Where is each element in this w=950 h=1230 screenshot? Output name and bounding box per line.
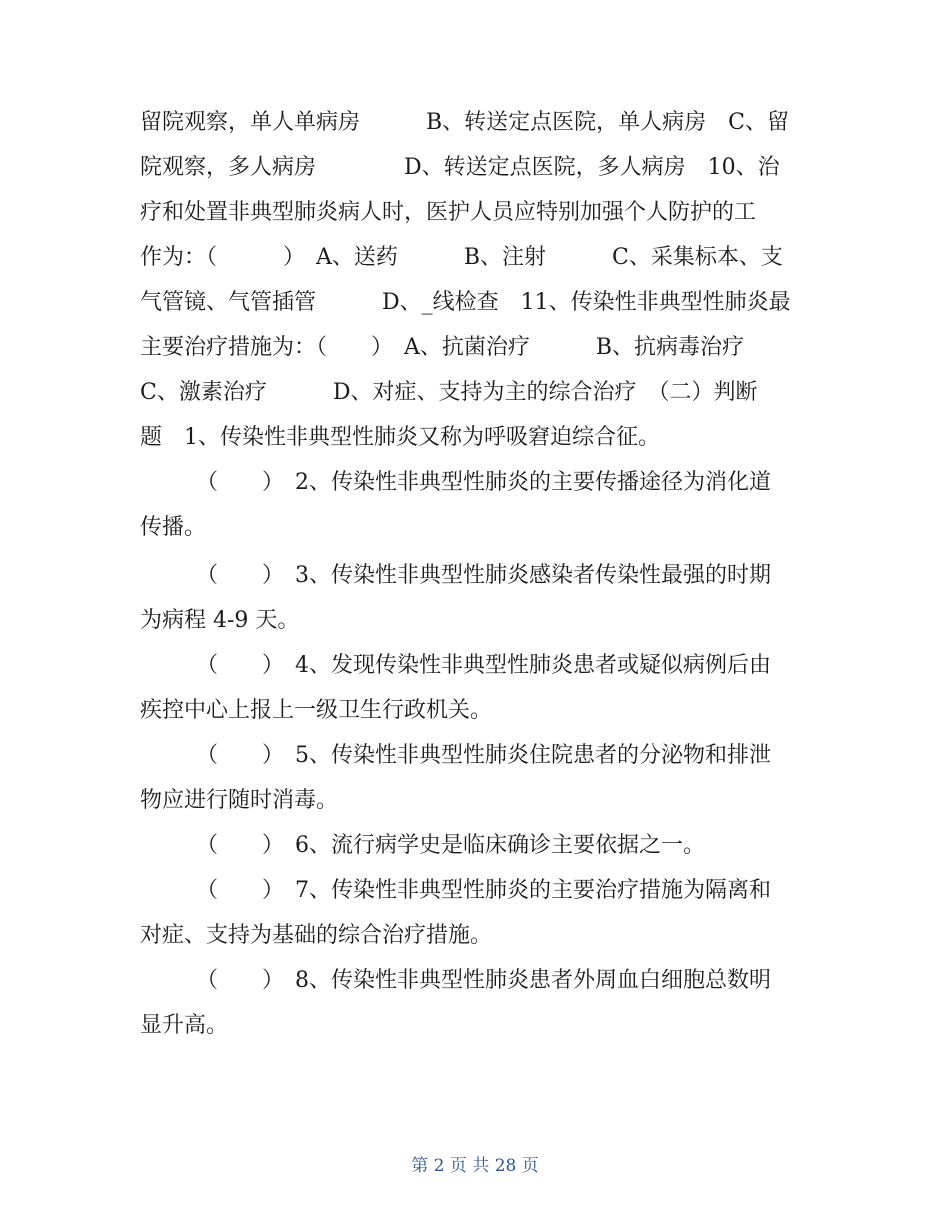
text-line: 院观察，多人病房 D、转送定点医院，多人病房 10、治: [140, 155, 780, 180]
text-line: 显升高。: [140, 1013, 229, 1038]
text-line: 作为：（ ） A、送药 B、注射 C、采集标本、支: [140, 245, 783, 270]
text-line: 对症、支持为基础的综合治疗措施。: [140, 923, 493, 948]
question-line: （ ） 5、传染性非典型性肺炎住院患者的分泌物和排泄: [196, 743, 771, 768]
text-line: 物应进行随时消毒。: [140, 788, 339, 813]
text-line: 为病程 4-9 天。: [140, 608, 300, 633]
page-number-footer: 第 2 页 共 28 页: [411, 1156, 539, 1176]
question-line: （ ） 2、传染性非典型性肺炎的主要传播途径为消化道: [196, 470, 771, 495]
text-line: 题 1、传染性非典型性肺炎又称为呼吸窘迫综合征。: [140, 425, 660, 450]
text-line: 疾控中心上报上一级卫生行政机关。: [140, 698, 493, 723]
question-line: （ ） 7、传染性非典型性肺炎的主要治疗措施为隔离和: [196, 878, 771, 903]
question-line: （ ） 8、传染性非典型性肺炎患者外周血白细胞总数明: [196, 968, 771, 993]
text-line: C、激素治疗 D、对症、支持为主的综合治疗 （二）判断: [140, 380, 758, 405]
question-line: （ ） 3、传染性非典型性肺炎感染者传染性最强的时期: [196, 563, 771, 588]
text-line: 传播。: [140, 515, 207, 540]
text-line: 留院观察，单人单病房 B、转送定点医院，单人病房 C、留: [140, 110, 790, 135]
text-line: 疗和处置非典型肺炎病人时，医护人员应特别加强个人防护的工: [140, 200, 757, 225]
question-line: （ ） 4、发现传染性非典型性肺炎患者或疑似病例后由: [196, 653, 771, 678]
text-line: 主要治疗措施为：（ ） A、抗菌治疗 B、抗病毒治疗: [140, 335, 745, 360]
question-line: （ ） 6、流行病学史是临床确诊主要依据之一。: [196, 833, 705, 858]
text-line: 气管镜、气管插管 D、_线检查 11、传染性非典型性肺炎最: [140, 290, 791, 315]
